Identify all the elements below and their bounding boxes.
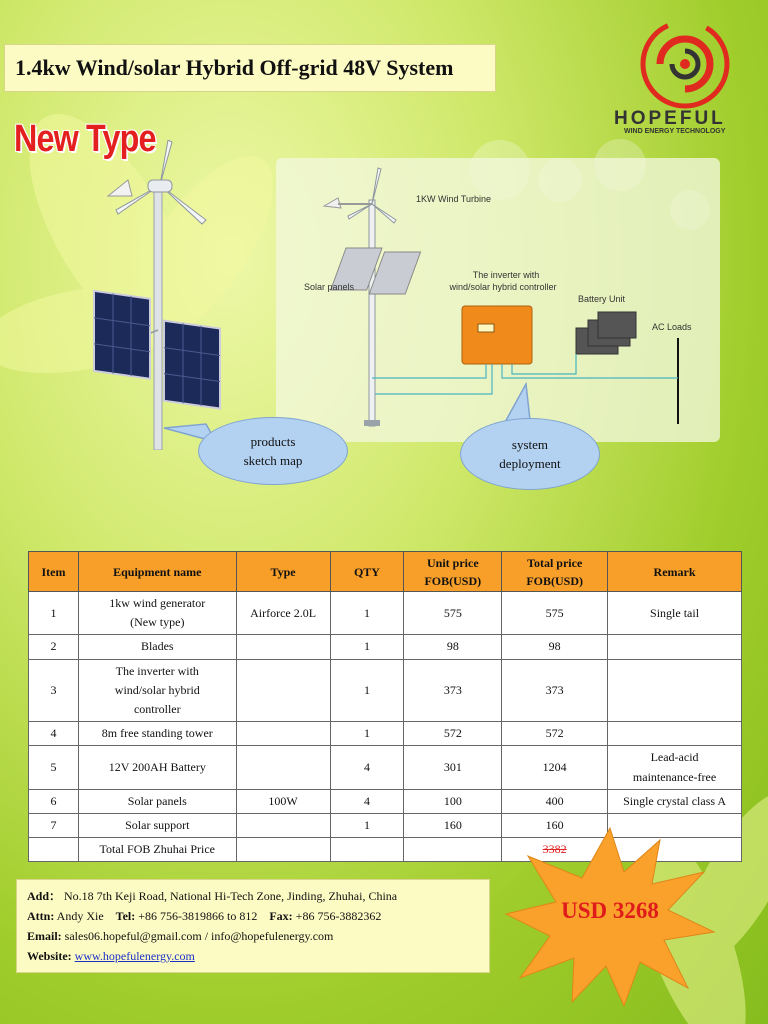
cell-qty: 1 — [330, 592, 404, 635]
cell-name — [78, 659, 236, 722]
cell-item: 6 — [29, 789, 79, 813]
cell-qty: 4 — [330, 789, 404, 813]
cell-name-line3: controller — [133, 701, 181, 716]
products-sketch-bubble — [198, 417, 348, 485]
cell-unit-price: 373 — [404, 659, 502, 722]
cell-item: 1 — [29, 592, 79, 635]
cell-type: Airforce 2.0L — [236, 592, 330, 635]
cell-name: 8m free standing tower — [78, 722, 236, 746]
cell-total-price: 400 — [502, 789, 608, 813]
cell-total-price: 373 — [502, 659, 608, 722]
attn-value: Andy Xie — [56, 909, 104, 923]
sketch-bubble-line2: sketch map — [243, 453, 303, 468]
cell-name-line2: wind/solar hybrid — [114, 682, 200, 697]
cell-unit-price: 575 — [404, 592, 502, 635]
cell-item: 2 — [29, 635, 79, 659]
cell-remark-line2: maintenance-free — [632, 769, 717, 784]
address-label: Add： — [27, 889, 62, 903]
header-qty: QTY — [330, 552, 404, 592]
logo-name: HOPEFUL — [614, 108, 726, 129]
header-total-line2: FOB(USD) — [526, 573, 584, 588]
header-equipment-name: Equipment name — [78, 552, 236, 592]
email-value: sales06.hopeful@gmail.com / info@hopefulenergy.com — [64, 929, 334, 943]
product-photo — [88, 140, 238, 450]
contact-box — [16, 879, 490, 973]
cell-name-line1: 1kw wind generator — [109, 596, 206, 610]
fax-label: Fax: — [269, 909, 293, 923]
header-total-line1: Total price — [527, 555, 583, 570]
website-label: Website: — [27, 949, 72, 963]
email-line — [27, 926, 489, 946]
cell-item: 3 — [29, 659, 79, 722]
cell-type — [236, 659, 330, 722]
cell-unit-price: 160 — [404, 813, 502, 837]
header-remark: Remark — [608, 552, 742, 592]
cell-remark: Single crystal class A — [608, 789, 742, 813]
table-row — [29, 659, 742, 722]
new-type-badge: New Type — [14, 118, 156, 160]
table-row — [29, 722, 742, 746]
promo-price: USD 3268 — [561, 898, 659, 923]
cell-qty-empty — [330, 838, 404, 862]
address-line — [27, 886, 489, 906]
cell-unit-price: 98 — [404, 635, 502, 659]
cell-unit-price: 100 — [404, 789, 502, 813]
struck-total: 3382 — [542, 842, 567, 857]
cell-unit-price: 301 — [404, 746, 502, 789]
table-row — [29, 592, 742, 635]
table-header-row — [29, 552, 742, 592]
cell-total-price: 98 — [502, 635, 608, 659]
cell-qty: 4 — [330, 746, 404, 789]
cell-name — [78, 592, 236, 635]
turbine-label: 1KW Wind Turbine — [416, 194, 492, 204]
deploy-bubble-line2: deployment — [499, 456, 561, 471]
attn-label: Attn: — [27, 909, 55, 923]
cell-unit-price: 572 — [404, 722, 502, 746]
cell-total-price: 1204 — [502, 746, 608, 789]
cell-item: 4 — [29, 722, 79, 746]
load-label: AC Loads — [652, 322, 692, 332]
cell-type: 100W — [236, 789, 330, 813]
cell-qty: 1 — [330, 659, 404, 722]
cell-remark — [608, 635, 742, 659]
inverter-label-1: The inverter with — [472, 270, 540, 280]
cell-total-price: 160 — [502, 813, 608, 837]
cell-name: Solar panels — [78, 789, 236, 813]
cell-qty: 1 — [330, 635, 404, 659]
sketch-bubble-line1: products — [250, 433, 296, 449]
equipment-table — [28, 551, 742, 862]
cell-type — [236, 722, 330, 746]
cell-name-line1: The inverter with — [115, 663, 199, 678]
email-label: Email: — [27, 929, 62, 943]
cell-unit-empty — [404, 838, 502, 862]
cell-item-empty — [29, 838, 79, 862]
deploy-bubble-line1: system — [511, 436, 549, 452]
header-unit-price — [404, 552, 502, 592]
tel-value: +86 756-3819866 to 812 — [138, 909, 258, 923]
cell-type-empty — [236, 838, 330, 862]
cell-remark: Single tail — [608, 592, 742, 635]
cell-item: 5 — [29, 746, 79, 789]
tel-label: Tel: — [115, 909, 136, 923]
table-row — [29, 746, 742, 789]
total-label: Total FOB Zhuhai Price — [78, 838, 236, 862]
header-type: Type — [236, 552, 330, 592]
battery-label: Battery Unit — [578, 294, 626, 304]
cell-name: Solar support — [78, 813, 236, 837]
cell-item: 7 — [29, 813, 79, 837]
solar-label: Solar panels — [304, 282, 355, 292]
cell-total-price: 575 — [502, 592, 608, 635]
address-value: No.18 7th Keji Road, National Hi-Tech Zone, Jinding, Zhuhai, China — [64, 889, 398, 903]
cell-type — [236, 746, 330, 789]
cell-remark — [608, 746, 742, 789]
cell-name: Blades — [78, 635, 236, 659]
cell-remark — [608, 659, 742, 722]
page-title: 1.4kw Wind/solar Hybrid Off-grid 48V System — [4, 44, 496, 92]
website-line — [27, 946, 489, 966]
header-total-price — [502, 552, 608, 592]
cell-qty: 1 — [330, 813, 404, 837]
system-deployment-bubble — [460, 418, 600, 490]
table-row — [29, 789, 742, 813]
cell-name: 12V 200AH Battery — [78, 746, 236, 789]
header-unit-line1: Unit price — [426, 555, 479, 570]
header-item: Item — [29, 552, 79, 592]
cell-total-price: 572 — [502, 722, 608, 746]
fax-value: +86 756-3882362 — [295, 909, 382, 923]
cell-remark-line1: Lead-acid — [650, 750, 699, 765]
cell-type — [236, 635, 330, 659]
website-link[interactable]: www.hopefulenergy.com — [74, 949, 195, 963]
inverter-label-2: wind/solar hybrid controller — [449, 282, 557, 292]
attn-line — [27, 906, 489, 926]
header-unit-line2: FOB(USD) — [424, 573, 482, 588]
cell-qty: 1 — [330, 722, 404, 746]
cell-remark — [608, 722, 742, 746]
cell-type — [236, 813, 330, 837]
logo-tagline: WIND ENERGY TECHNOLOGY — [624, 128, 726, 135]
table-row — [29, 635, 742, 659]
cell-name-line2: (New type) — [130, 615, 185, 630]
